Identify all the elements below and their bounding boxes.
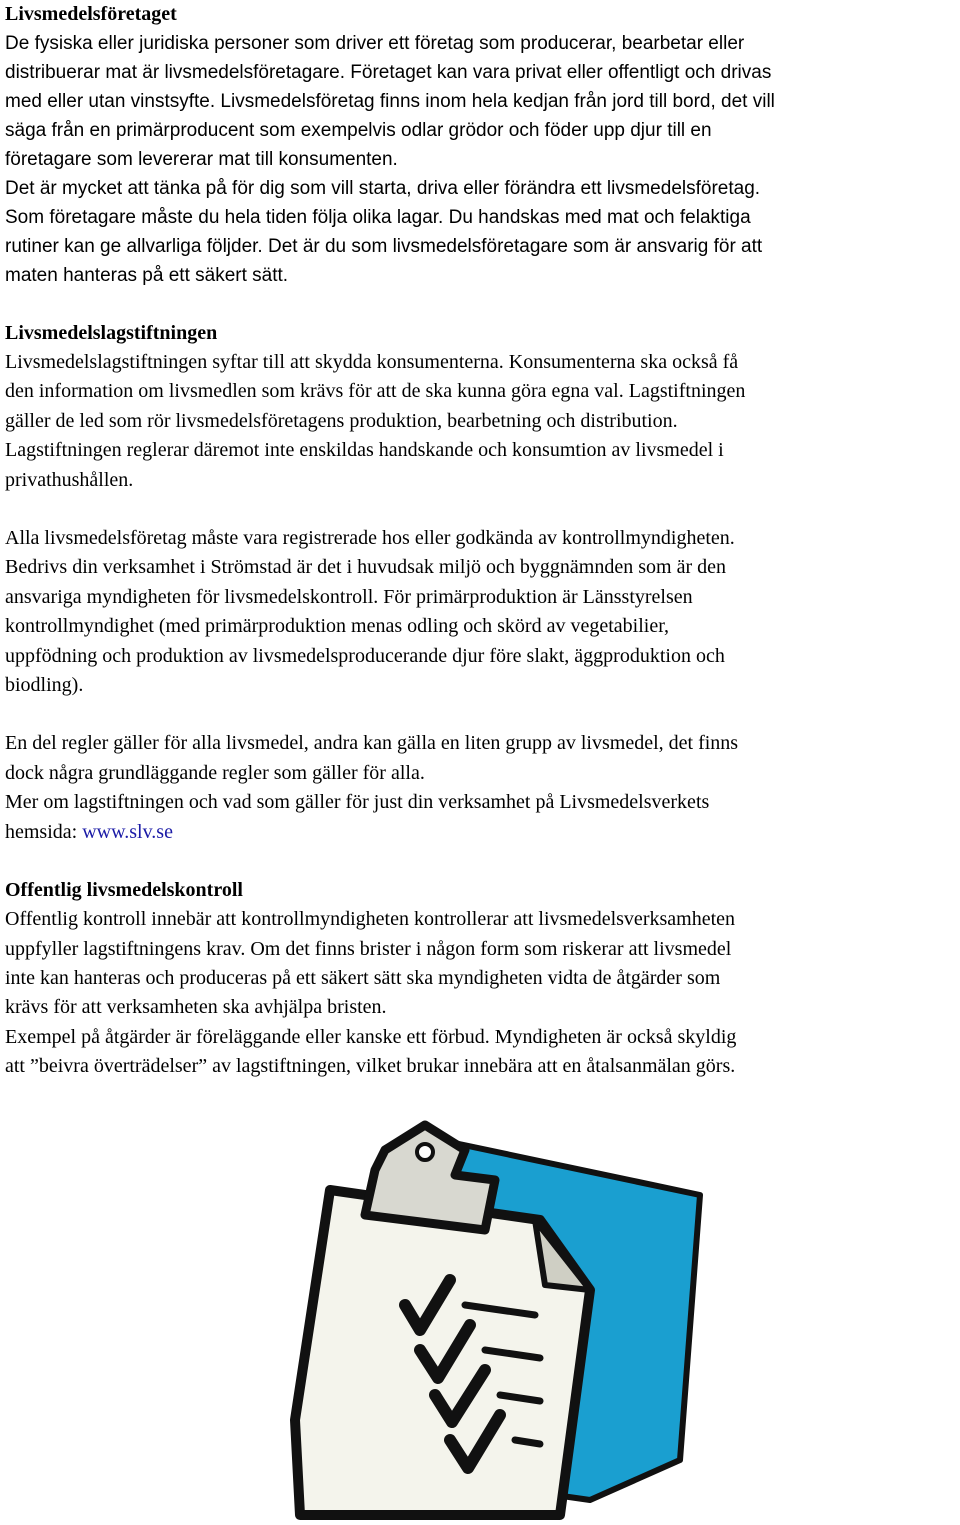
section-heading: Offentlig livsmedelskontroll	[5, 879, 243, 902]
text-line: krävs för att verksamheten ska avhjälpa bristen.	[5, 996, 387, 1019]
section-heading: Livsmedelsföretaget	[5, 3, 177, 25]
text-line: De fysiska eller juridiska personer som driver ett företag som producerar, bearbetar eller	[5, 33, 745, 54]
text-line: biodling).	[5, 674, 84, 697]
text-line: Lagstiftningen reglerar däremot inte enskildas handskande och konsumtion av livsmedel i	[5, 439, 724, 462]
clip-hole-shape	[417, 1144, 433, 1160]
text-line: med eller utan vinstsyfte. Livsmedelsföretag finns inom hela kedjan från jord till bord, det vill	[5, 91, 775, 112]
text-line: säga från en primärproducent som exempelvis odlar grödor och föder upp djur till en	[5, 120, 712, 141]
text-line: den information om livsmedlen som krävs för att de ska kunna göra egna val. Lagstiftningen	[5, 380, 746, 403]
text-line: rutiner kan ge allvarliga följder. Det är du som livsmedelsföretagare som är ansvarig för att	[5, 236, 763, 257]
text-line: Det är mycket att tänka på för dig som vill starta, driva eller förändra ett livsmedelsföretag.	[5, 178, 761, 199]
text-line: uppfyller lagstiftningens krav. Om det finns brister i någon form som riskerar att livsmedel	[5, 937, 732, 960]
text-line: En del regler gäller för alla livsmedel, andra kan gälla en liten grupp av livsmedel, det finns	[5, 732, 739, 755]
text-line: Bedrivs din verksamhet i Strömstad är det i huvudsak miljö och byggnämnden som är den	[5, 556, 726, 579]
paragraph-gap	[5, 847, 955, 876]
paragraph-gap	[5, 495, 955, 524]
section-regler	[5, 729, 955, 847]
section-offentlig-kontroll	[5, 876, 955, 1081]
text-line: Offentlig kontroll innebär att kontrollmyndigheten kontrollerar att livsmedelsverksamheten	[5, 908, 735, 931]
section-registrering	[5, 524, 955, 700]
text-line: inte kan hanteras och produceras på ett säkert sätt ska myndigheten vidta de åtgärder som	[5, 966, 721, 989]
text-line: privathushållen.	[5, 468, 134, 491]
text-line: dock några grundläggande regler som gäller för alla.	[5, 761, 425, 784]
text-line: Alla livsmedelsföretag måste vara registrerade hos eller godkända av kontrollmyndigheten.	[5, 527, 735, 550]
text-line: distribuerar mat är livsmedelsföretagare. Företaget kan vara privat eller offentligt och drivas	[5, 62, 772, 83]
text-line: maten hanteras på ett säkert sätt.	[5, 265, 289, 286]
paragraph-gap	[5, 700, 955, 729]
text-line: Mer om lagstiftningen och vad som gäller för just din verksamhet på Livsmedelsverkets	[5, 791, 710, 814]
text-line: gäller de led som rör livsmedelsföretagens produktion, bearbetning och distribution.	[5, 409, 678, 432]
text-line: Som företagare måste du hela tiden följa olika lagar. Du handskas med mat och felaktiga	[5, 207, 751, 228]
document-page	[5, 0, 955, 1082]
paragraph-gap	[5, 290, 955, 319]
clip-shape	[365, 1125, 495, 1230]
text-line	[5, 818, 955, 847]
section-livsmedelslagstiftningen	[5, 319, 955, 495]
text-line: kontrollmyndighet (med primärproduktion menas odling och skörd av vegetabilier,	[5, 615, 670, 638]
text-line: Exempel på åtgärder är föreläggande eller kanske ett förbud. Myndigheten är också skyldig	[5, 1025, 737, 1048]
text-line: uppfödning och produktion av livsmedelsproducerande djur före slakt, äggproduktion och	[5, 644, 725, 667]
section-heading: Livsmedelslagstiftningen	[5, 322, 218, 344]
text-line: ansvariga myndigheten för livsmedelskontroll. För primärproduktion är Länsstyrelsen	[5, 585, 693, 608]
text-line: Livsmedelslagstiftningen syftar till att skydda konsumenterna. Konsumenterna ska också få	[5, 351, 739, 373]
text-line: att ”beivra överträdelser” av lagstiftningen, vilket brukar innebära att en åtalsanmälan görs.	[5, 1055, 736, 1078]
link-prefix: hemsida:	[5, 820, 83, 843]
clipboard-checklist-icon	[290, 1120, 710, 1520]
section-livsmedelsforetaget	[5, 0, 955, 290]
text-line: företagare som levererar mat till konsumenten.	[5, 149, 398, 170]
checklist-line-4	[515, 1440, 540, 1444]
slv-link[interactable]: www.slv.se	[82, 820, 173, 843]
